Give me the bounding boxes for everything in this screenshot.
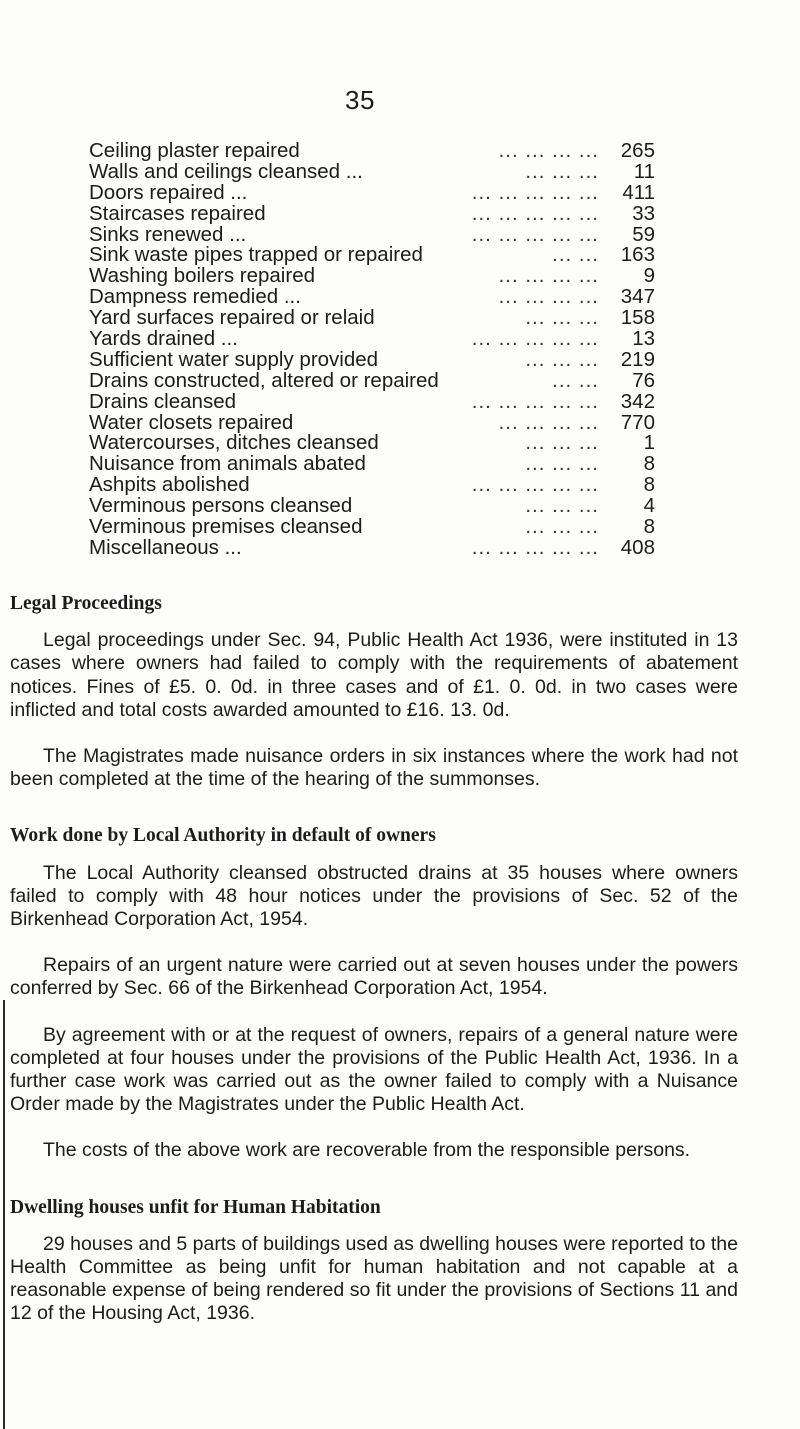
row-label: Walls and ceilings cleansed ... <box>89 159 363 183</box>
row-label: Watercourses, ditches cleansed <box>89 431 379 455</box>
row-label: Ashpits abolished <box>89 473 250 497</box>
leader-dots: ... ... ... ... ... <box>471 222 599 246</box>
table-row <box>89 245 655 266</box>
row-label: Miscellaneous ... <box>89 535 242 559</box>
row-label: Yard surfaces repaired or relaid <box>89 306 375 330</box>
table-row <box>89 517 655 538</box>
row-label: Drains cleansed <box>89 389 236 413</box>
table-row <box>89 222 655 246</box>
repairs-table <box>89 141 655 559</box>
binding-edge-line <box>3 1000 5 1429</box>
leader-dots: ... ... ... ... ... <box>471 327 599 351</box>
leader-dots: ... ... ... ... <box>498 139 599 162</box>
row-value: 8 <box>643 452 655 476</box>
paragraph: The Magistrates made nuisance orders in six instances where the work had not been completed at the time of the hearing of the summonses. <box>10 745 738 791</box>
row-value: 13 <box>632 327 655 351</box>
table-row <box>89 329 655 350</box>
body-text <box>10 592 738 1349</box>
leader-dots: ... ... ... <box>525 347 599 371</box>
leader-dots: ... ... ... <box>525 515 599 539</box>
table-row <box>89 475 655 496</box>
row-value: 59 <box>632 222 655 246</box>
row-label: Water closets repaired <box>89 410 294 434</box>
row-label: Yards drained ... <box>89 327 238 351</box>
leader-dots: ... ... ... ... <box>498 264 599 288</box>
leader-dots: ... ... <box>552 368 599 392</box>
row-value: 219 <box>620 347 655 371</box>
row-label: Verminous premises cleansed <box>89 515 363 539</box>
section-heading: Legal Proceedings <box>10 593 162 614</box>
table-row <box>89 535 655 559</box>
row-label: Sinks renewed ... <box>89 222 247 246</box>
row-value: 163 <box>620 243 655 267</box>
table-row <box>89 141 655 162</box>
row-label: Nuisance from animals abated <box>89 452 366 476</box>
table-row <box>89 454 655 475</box>
row-value: 347 <box>620 285 655 309</box>
table-row <box>89 410 655 434</box>
row-label: Ceiling plaster repaired <box>89 139 300 162</box>
row-label: Sufficient water supply provided <box>89 347 379 371</box>
row-value: 265 <box>620 139 655 162</box>
table-row <box>89 496 655 517</box>
table-row <box>89 159 655 183</box>
row-label: Sink waste pipes trapped or repaired <box>89 243 423 267</box>
section-work-in-default <box>10 824 738 1162</box>
row-label: Drains constructed, altered or repaired <box>89 368 439 392</box>
table-row <box>89 266 655 287</box>
leader-dots: ... ... ... ... ... <box>471 535 599 559</box>
row-value: 4 <box>643 494 655 518</box>
leader-dots: ... ... ... <box>525 306 599 330</box>
leader-dots: ... ... ... ... <box>498 285 599 309</box>
section-legal-proceedings <box>10 592 738 791</box>
section-unfit-houses <box>10 1196 738 1326</box>
table-row <box>89 180 655 204</box>
leader-dots: ... ... ... <box>525 494 599 518</box>
section-heading: Work done by Local Authority in default of owners <box>10 825 436 847</box>
leader-dots: ... ... <box>552 243 599 267</box>
row-label: Doors repaired ... <box>89 180 248 204</box>
row-value: 158 <box>620 306 655 330</box>
row-label: Verminous persons cleansed <box>89 494 353 518</box>
leader-dots: ... ... ... <box>525 431 599 455</box>
table-row <box>89 389 655 413</box>
leader-dots: ... ... ... ... <box>498 410 599 434</box>
row-value: 411 <box>622 180 655 204</box>
row-value: 770 <box>620 410 655 434</box>
leader-dots: ... ... ... <box>525 159 599 183</box>
row-value: 8 <box>643 515 655 539</box>
leader-dots: ... ... ... ... ... <box>471 389 599 413</box>
section-heading: Dwelling houses unfit for Human Habitation <box>10 1196 381 1218</box>
leader-dots: ... ... ... ... ... <box>471 180 599 204</box>
table-row <box>89 308 655 329</box>
row-value: 342 <box>620 389 655 413</box>
row-value: 408 <box>620 535 655 559</box>
table-row <box>89 347 655 371</box>
page-number: 35 <box>345 85 375 115</box>
row-label: Dampness remedied ... <box>89 285 301 309</box>
table-row <box>89 368 655 392</box>
leader-dots: ... ... ... ... ... <box>471 473 599 497</box>
row-value: 76 <box>632 368 655 392</box>
row-value: 33 <box>632 201 655 225</box>
paragraph: By agreement with or at the request of owners, repairs of a general nature were completed at four houses under the provisions of the Public Health Act, 1936. In a further case work was carried out as the owner failed to comply with a Nuisance Order made by the Magistrates under the Public Health Act. <box>10 1023 738 1116</box>
paragraph: 29 houses and 5 parts of buildings used as dwelling houses were reported to the Health Committee as being unfit for human habitation and not capable at a reasonable expense of being rendered so fit under the provisions of Sections 11 and 12 of the Housing Act, 1936. <box>10 1232 738 1325</box>
leader-dots: ... ... ... <box>525 452 599 476</box>
row-value: 8 <box>643 473 655 497</box>
row-value: 11 <box>633 159 655 183</box>
paragraph: The Local Authority cleansed obstructed drains at 35 houses where owners failed to comply with 48 hour notices under the provisions of Sec. 52 of the Birkenhead Corporation Act, 1954. <box>10 861 738 931</box>
row-label: Staircases repaired <box>89 201 266 225</box>
table-row <box>89 287 655 308</box>
table-row <box>89 433 655 454</box>
leader-dots: ... ... ... ... ... <box>471 201 599 225</box>
paragraph: Repairs of an urgent nature were carried out at seven houses under the powers conferred by Sec. 66 of the Birkenhead Corporation Act, 1954. <box>10 954 738 1000</box>
row-label: Washing boilers repaired <box>89 264 315 288</box>
paragraph: Legal proceedings under Sec. 94, Public Health Act 1936, were instituted in 13 cases where owners had failed to comply with the requirements of abatement notices. Fines of £5. 0. 0d. in three cases and of £1. 0. 0d. in two cases were inflicted and total costs awarded amounted to £16. 13. 0d. <box>10 629 738 721</box>
row-value: 9 <box>643 264 655 288</box>
row-value: 1 <box>643 431 655 455</box>
table-row <box>89 201 655 225</box>
paragraph: The costs of the above work are recoverable from the responsible persons. <box>43 1139 691 1162</box>
